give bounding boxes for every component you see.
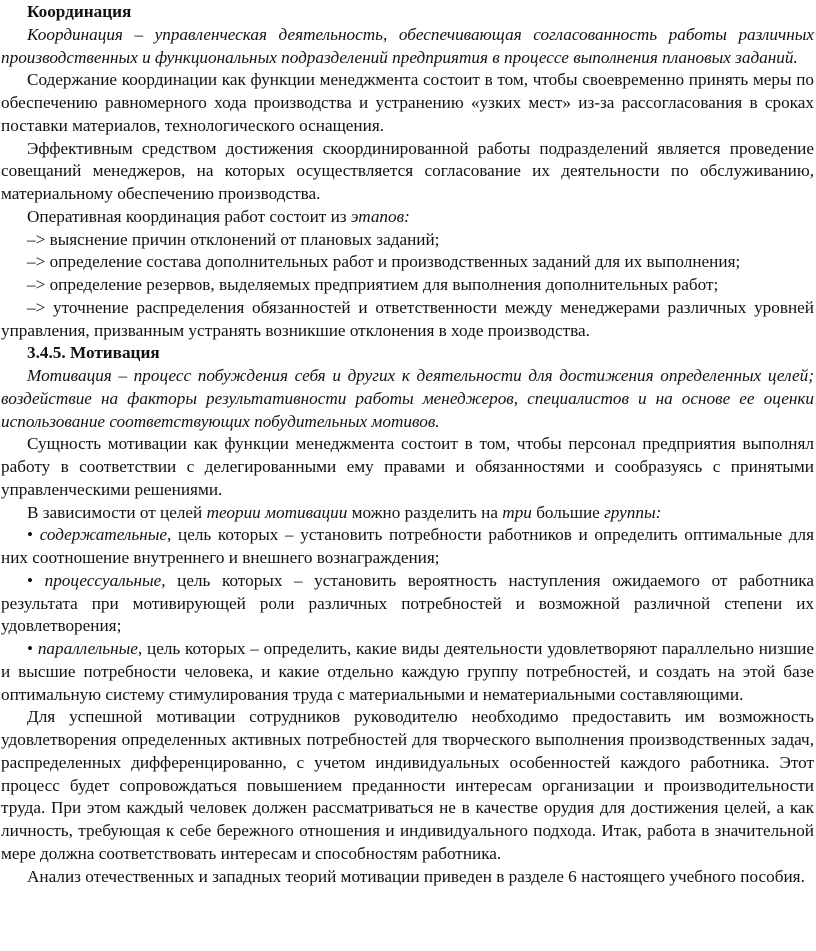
group-text: цель которых – определить, какие виды деятельности удовлетворяют параллельно низшие и высшие потребности человека, и какие отдельно каждую группу потребностей, и создать на этой базе оптимальную систему стимулирования труда с материальными и нематериальными составляющими. [1,639,814,704]
motivation-definition-text: Мотивация – процесс побуждения себя и других к деятельности для достижения определенных целей; воздействие на факторы результативности работы менеджеров, специалистов и на основе ее оценки использование соответствующих побудительных мотивов. [1,366,814,431]
group-name: процессуальные, [44,570,166,590]
stages-word: этапов: [350,206,410,226]
groups-intro-emphasis: теории мотивации [206,502,348,522]
stages-intro-text: Оперативная координация работ состоит из [27,206,351,226]
groups-intro-part: большие [531,502,605,522]
bullet: • [27,570,45,590]
motivation-paragraph-2: Для успешной мотивации сотрудников руководителю необходимо предоставить им возможность удовлетворения определенных активных потребностей для творческого выполнения производственных задач, распределенных дифференцированно, с учетом индивидуальных особенностей каждого работника. Этот процесс будет сопровождаться повышением преданности интересам организации и производительности труда. При этом каждый человек должен рассматриваться не в качестве орудия для достижения целей, а как личность, требующая к себе бережного отношения и индивидуального подхода. Итак, работа в значительной мере должна соответствовать интересам и способностям работника. [1,707,814,863]
groups-intro-emphasis: группы: [604,502,662,522]
stage-item: –> определение резервов, выделяемых предприятием для выполнения дополнительных работ; [27,275,719,294]
group-text: цель которых – установить потребности работников и определить оптимальные для них соотношение внутреннего и внешнего вознаграждения; [1,525,814,567]
section-heading-motivation: 3.4.5. Мотивация [27,343,160,363]
coordination-stages-intro [1,206,814,229]
coordination-definition [1,24,814,70]
stage-item: –> уточнение распределения обязанностей и ответственности между менеджерами различных уровней управления, призванным устранять возникшие отклонения в ходе производства. [1,297,814,340]
stage-item: –> определение состава дополнительных работ и производственных заданий для их выполнения; [27,252,741,272]
section-heading-coordination: Координация [27,2,132,21]
motivation-group-item [1,524,814,570]
motivation-definition [1,365,814,433]
motivation-paragraph-1: Сущность мотивации как функции менеджмента состоит в том, чтобы персонал предприятия выполнял работу в соответствии с делегированными ему правами и обязанностями и сообразуясь с принятыми управленческими решениями. [1,434,814,499]
groups-intro-part: можно разделить на [347,502,503,522]
motivation-group-item [1,570,814,638]
coordination-definition-text: – управленческая деятельность, обеспечивающая согласованность работы различных производственных и функциональных подразделений предприятия в процессе выполнения плановых заданий. [1,24,814,67]
bullet: • [27,525,40,545]
coordination-paragraph-1: Содержание координации как функции менеджмента состоит в том, чтобы своевременно принять меры по обеспечению равномерного хода производства и устранению «узких мест» из-за рассогласования в сроках поставки материалов, технологического оснащения. [1,70,814,135]
coordination-term: Координация [27,24,123,44]
motivation-group-item [1,638,814,706]
group-name: параллельные, [37,639,143,658]
stage-item: –> выяснение причин отклонений от плановых заданий; [27,229,440,249]
groups-intro-part: В зависимости от целей [27,502,207,522]
groups-intro-emphasis: три [502,502,532,522]
group-text: цель которых – установить вероятность наступления ожидаемого от работника результата при мотивирующей роли различных потребностей и возможной различной степени их удовлетворения; [1,570,814,636]
coordination-paragraph-2: Эффективным средством достижения скоординированной работы подразделений является проведение совещаний менеджеров, на которых осуществляется согласование их деятельности по обслуживанию, материальному обеспечению производства. [1,138,814,203]
bullet: • [27,639,38,658]
motivation-paragraph-3: Анализ отечественных и западных теорий мотивации приведен в разделе 6 настоящего учебного пособия. [27,866,805,886]
motivation-groups-intro [1,502,814,525]
group-name: содержательные, [39,525,172,545]
